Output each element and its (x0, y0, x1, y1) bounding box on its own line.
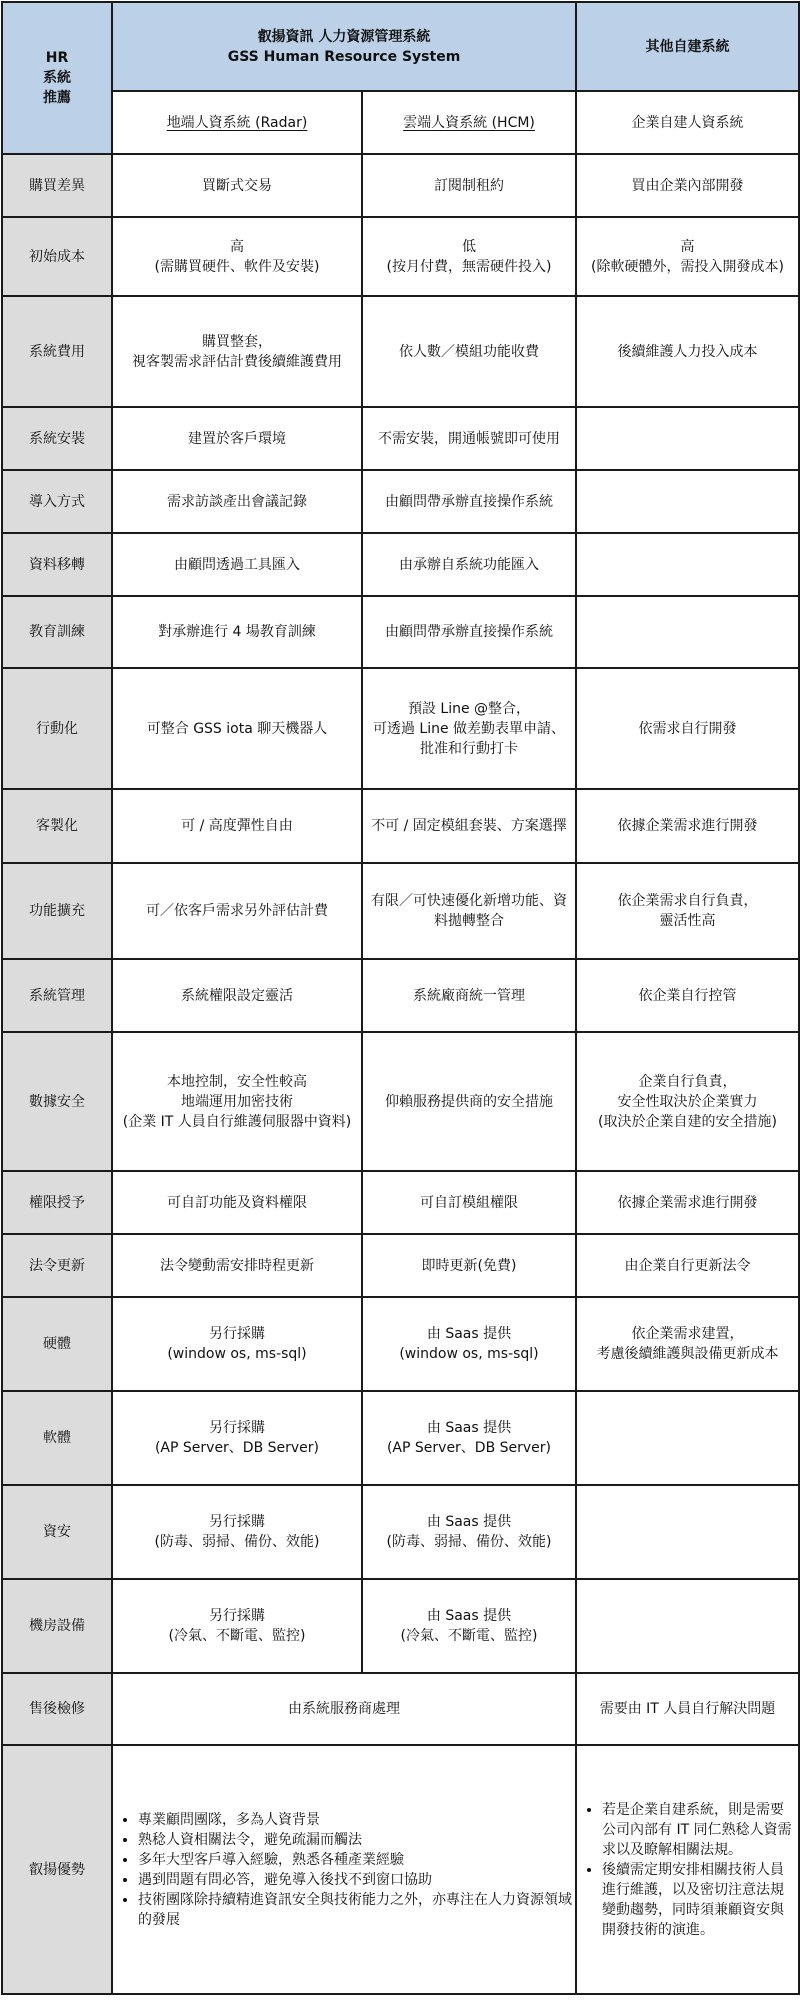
cell-line: 由顧問帶承辦直接操作系統 (385, 624, 553, 640)
cell-line: (window os, ms-sql) (167, 1346, 307, 1362)
table-row (2, 1673, 799, 1745)
cell-line: 由 Saas 提供 (426, 1514, 512, 1530)
radar-cell (112, 668, 362, 789)
cell-line: 地端運用加密技術 (181, 1093, 293, 1110)
cell-line: 視客製需求評估計費後續維護費用 (132, 353, 342, 370)
row-label: 系統費用 (2, 296, 112, 407)
table-row (2, 1745, 799, 1994)
cell-line: (冷氣、不斷電、監控) (168, 1628, 306, 1644)
cell-line: 依企業需求自行負責， (617, 893, 758, 909)
hcm-cell (362, 154, 576, 217)
cell-line: (冷氣、不斷電、監控) (400, 1628, 538, 1644)
cell-line: 另行採購 (209, 1514, 265, 1530)
cell-line: 由顧問帶承辦直接操作系統 (385, 493, 553, 510)
corner-header (2, 2, 112, 154)
gss-advantages-cell (112, 1745, 576, 1994)
row-label: 系統管理 (2, 959, 112, 1032)
self-built-cell (576, 407, 799, 470)
cell-line: 高 (680, 238, 695, 255)
cell-line: 購買整套， (202, 333, 272, 350)
radar-cell (112, 1485, 362, 1579)
row-label: 初始成本 (2, 217, 112, 296)
table-row (2, 789, 799, 863)
self-built-notes-cell (576, 1745, 799, 1994)
cell-line: 依據企業需求進行開發 (617, 818, 758, 834)
table-row (2, 1171, 799, 1234)
cell-line: 可自訂功能及資料權限 (167, 1194, 307, 1211)
cell-line: 企業自行負責， (638, 1073, 737, 1090)
cell-line: 系統廠商統一管理 (413, 987, 525, 1004)
radar-cell (112, 789, 362, 863)
cell-line: 由承辦自系統功能匯入 (399, 556, 539, 573)
self-built-cell (576, 296, 799, 407)
row-label: 數據安全 (2, 1032, 112, 1171)
self-built-cell (576, 668, 799, 789)
radar-cell (112, 596, 362, 668)
cell-line: 低 (462, 238, 476, 255)
radar-cell (112, 959, 362, 1032)
advantage-bullet: • 多年大型客戶導入經驗，熟悉各種產業經驗 (138, 1850, 572, 1870)
self-built-cell (576, 1234, 799, 1297)
hcm-cell (362, 1579, 576, 1673)
cell-line: 買由企業內部開發 (631, 177, 744, 194)
table-row (2, 863, 799, 959)
cell-line: 本地控制，安全性較高 (167, 1073, 307, 1090)
self-built-note-bullet: • 若是企業自建系統，則是需要公司內部有 IT 同仁熟稔人資需求以及瞭解相關法規。 (602, 1800, 795, 1860)
cell-line: 另行採購 (209, 1420, 265, 1436)
table-row (2, 1579, 799, 1673)
radar-cell (112, 1579, 362, 1673)
cell-line: (AP Server、DB Server) (386, 1440, 552, 1456)
table-row (2, 470, 799, 533)
radar-cell (112, 1171, 362, 1234)
row-label: 資安 (2, 1485, 112, 1579)
cell-line: 依人數／模組功能收費 (399, 343, 539, 360)
table-row (2, 596, 799, 668)
col-header-radar (112, 91, 362, 154)
cell-line: 靈活性高 (659, 913, 716, 929)
cell-line: 可自訂模組權限 (420, 1194, 518, 1211)
radar-cell (112, 407, 362, 470)
hcm-cell (362, 1171, 576, 1234)
advantage-bullet: • 專業顧問團隊，多為人資背景 (138, 1810, 572, 1830)
cell-line: (按月付費，無需硬件投入) (386, 258, 552, 275)
hcm-cell (362, 789, 576, 863)
self-built-cell (576, 1032, 799, 1171)
hcm-cell (362, 470, 576, 533)
table-row (2, 959, 799, 1032)
hcm-cell (362, 1391, 576, 1485)
cell-line: 可／依客戶需求另外評估計費 (146, 903, 328, 919)
self-built-cell: 需要由 IT 人員自行解決問題 (576, 1673, 799, 1745)
table-row (2, 1032, 799, 1171)
gss-title-zh: 叡揚資訊 人力資源管理系統 (257, 28, 431, 45)
radar-cell (112, 154, 362, 217)
gss-merged-cell: 由系統服務商處理 (112, 1673, 576, 1745)
cell-line: 不需安裝，開通帳號即可使用 (378, 430, 560, 447)
corner-line: HR (45, 50, 69, 66)
hcm-cell (362, 296, 576, 407)
cell-line: 可 / 高度彈性自由 (181, 818, 293, 834)
table-row (2, 1391, 799, 1485)
cell-line: 訂閱制租約 (434, 177, 504, 194)
cell-line: (除軟硬體外，需投入開發成本) (591, 258, 784, 275)
self-built-cell (576, 154, 799, 217)
hr-system-comparison-table (1, 1, 800, 1995)
self-built-cell (576, 959, 799, 1032)
table-row (2, 217, 799, 296)
row-label: 行動化 (2, 668, 112, 789)
cell-line: 依企業自行控管 (638, 987, 737, 1004)
cell-line: 考慮後續維護與設備更新成本 (596, 1346, 779, 1362)
hcm-cell (362, 959, 576, 1032)
row-label: 權限授予 (2, 1171, 112, 1234)
self-built-cell (576, 1391, 799, 1485)
cell-line: 預設 Line @整合， (407, 700, 531, 717)
table-row (2, 668, 799, 789)
gss-title-en: GSS Human Resource System (227, 48, 461, 65)
self-built-cell (576, 470, 799, 533)
table-row (2, 1485, 799, 1579)
cell-line: (取決於企業自建的安全措施) (598, 1113, 777, 1130)
cell-line: 即時更新(免費) (421, 1257, 517, 1274)
radar-cell (112, 1297, 362, 1391)
row-label: 售後檢修 (2, 1673, 112, 1745)
hcm-cell (362, 1234, 576, 1297)
col-header-hcm-text: 雲端人資系統 (HCM) (403, 114, 535, 131)
row-label: 機房設備 (2, 1579, 112, 1673)
table-row (2, 296, 799, 407)
row-label: 硬體 (2, 1297, 112, 1391)
self-built-cell (576, 533, 799, 596)
table-row (2, 1297, 799, 1391)
cell-line: 另行採購 (209, 1608, 265, 1624)
advantage-bullet: • 遇到問題有問必答，避免導入後找不到窗口協助 (138, 1870, 572, 1890)
row-label: 系統安裝 (2, 407, 112, 470)
cell-line: 系統權限設定靈活 (181, 987, 293, 1004)
cell-line: 不可 / 固定模組套裝、方案選擇 (371, 818, 567, 834)
cell-line: (需購買硬件、軟件及安裝) (154, 258, 320, 275)
self-built-cell (576, 1171, 799, 1234)
col-header-hcm (362, 91, 576, 154)
cell-line: 對承辦進行 4 場教育訓練 (158, 624, 316, 640)
gss-system-header (112, 2, 576, 91)
cell-line: 由 Saas 提供 (426, 1608, 512, 1624)
cell-line: 由 Saas 提供 (426, 1326, 512, 1342)
table-row (2, 154, 799, 217)
row-label: 功能擴充 (2, 863, 112, 959)
col-header-radar-text: 地端人資系統 (Radar) (166, 114, 308, 131)
cell-line: 由顧問透過工具匯入 (174, 556, 300, 573)
cell-line: 依企業需求建置， (631, 1326, 744, 1342)
col-header-self: 企業自建人資系統 (576, 91, 799, 154)
cell-line: (window os, ms-sql) (399, 1346, 539, 1362)
table-row (2, 407, 799, 470)
hcm-cell (362, 1297, 576, 1391)
cell-line: 由 Saas 提供 (426, 1420, 512, 1436)
hcm-cell (362, 533, 576, 596)
cell-line: 另行採購 (209, 1326, 265, 1342)
cell-line: (AP Server、DB Server) (154, 1440, 320, 1456)
cell-line: 仰賴服務提供商的安全措施 (385, 1093, 553, 1110)
corner-line: 推薦 (43, 90, 71, 106)
cell-line: 安全性取決於企業實力 (617, 1093, 758, 1110)
table-row (2, 533, 799, 596)
hcm-cell (362, 596, 576, 668)
self-built-note-bullet: • 後續需定期安排相關技術人員進行維護，以及密切注意法規變動趨勢，同時須兼顧資安與開發技術的演進。 (602, 1860, 795, 1940)
row-label: 教育訓練 (2, 596, 112, 668)
row-label: 法令更新 (2, 1234, 112, 1297)
cell-line: 高 (230, 238, 244, 255)
cell-line: 可整合 GSS iota 聊天機器人 (146, 720, 328, 737)
radar-cell (112, 1234, 362, 1297)
hcm-cell (362, 668, 576, 789)
cell-line: 買斷式交易 (202, 177, 272, 194)
cell-line: 後續維護人力投入成本 (617, 343, 758, 360)
table-row (2, 1234, 799, 1297)
row-label: 叡揚優勢 (2, 1745, 112, 1994)
cell-line: (防毒、弱掃、備份、效能) (154, 1534, 320, 1550)
self-built-cell (576, 863, 799, 959)
cell-line: 法令變動需安排時程更新 (160, 1257, 314, 1274)
radar-cell (112, 217, 362, 296)
row-label: 購買差異 (2, 154, 112, 217)
row-label: 資料移轉 (2, 533, 112, 596)
corner-line: 系統 (43, 70, 71, 86)
self-built-cell (576, 1297, 799, 1391)
self-built-notes-list (580, 1800, 795, 1940)
cell-line: 需求訪談產出會議記錄 (167, 493, 307, 510)
row-label: 客製化 (2, 789, 112, 863)
radar-cell (112, 470, 362, 533)
self-built-cell (576, 596, 799, 668)
other-system-header: 其他自建系統 (576, 2, 799, 91)
cell-line: 建置於客戶環境 (188, 430, 286, 447)
hcm-cell (362, 407, 576, 470)
hcm-cell (362, 863, 576, 959)
self-built-cell (576, 789, 799, 863)
cell-line: 依需求自行開發 (638, 720, 737, 737)
radar-cell (112, 296, 362, 407)
hcm-cell (362, 217, 576, 296)
radar-cell (112, 533, 362, 596)
self-built-cell (576, 1579, 799, 1673)
cell-line: (企業 IT 人員自行維護伺服器中資料) (122, 1113, 352, 1130)
cell-line: (防毒、弱掃、備份、效能) (386, 1534, 552, 1550)
radar-cell (112, 1391, 362, 1485)
hcm-cell (362, 1485, 576, 1579)
gss-advantages-list (116, 1810, 572, 1930)
row-label: 導入方式 (2, 470, 112, 533)
advantage-bullet: • 熟稔人資相關法令，避免疏漏而觸法 (138, 1830, 572, 1850)
cell-line: 有限／可快速優化新增功能、資料拋轉整合 (371, 893, 567, 929)
self-built-cell (576, 217, 799, 296)
cell-line: 可透過 Line 做差勤表單申請、批准和行動打卡 (372, 720, 566, 757)
radar-cell (112, 1032, 362, 1171)
cell-line: 依據企業需求進行開發 (617, 1194, 758, 1211)
advantage-bullet: • 技術團隊除持續精進資訊安全與技術能力之外，亦專注在人力資源領域的發展 (138, 1890, 572, 1930)
row-label: 軟體 (2, 1391, 112, 1485)
radar-cell (112, 863, 362, 959)
cell-line: 由企業自行更新法令 (624, 1257, 751, 1274)
self-built-cell (576, 1485, 799, 1579)
hcm-cell (362, 1032, 576, 1171)
